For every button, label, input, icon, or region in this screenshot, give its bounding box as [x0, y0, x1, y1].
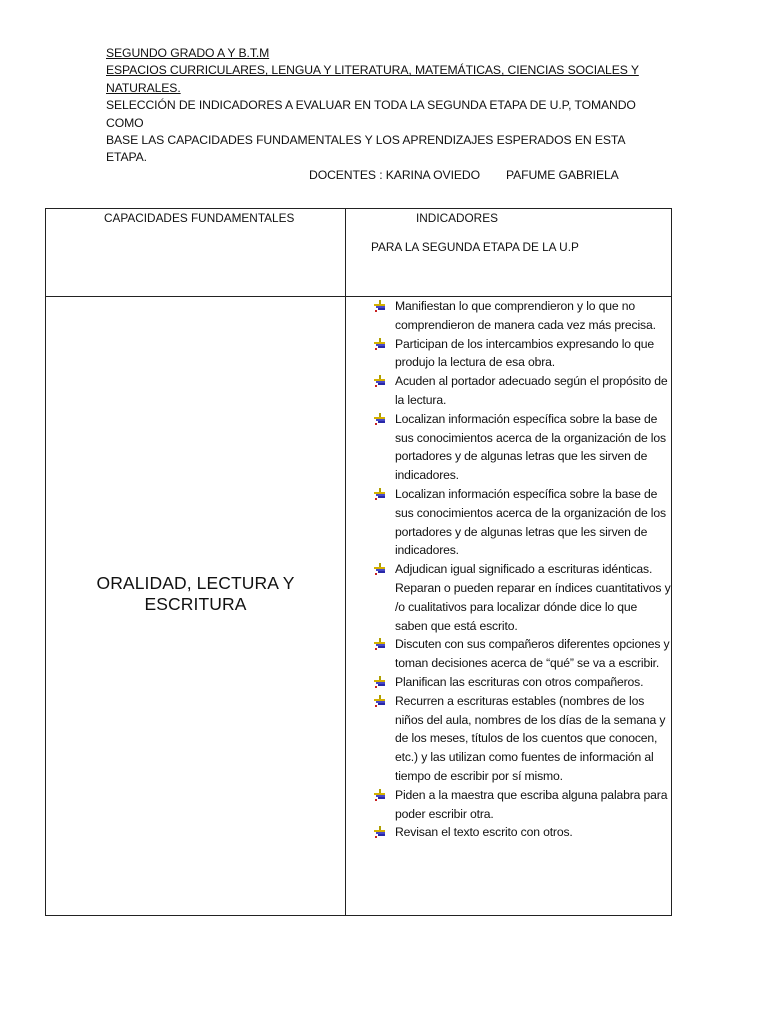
indicator-item — [370, 823, 671, 842]
indicators-table — [45, 208, 672, 916]
pushpin-bullet-icon — [373, 675, 387, 689]
pushpin-bullet-icon — [373, 694, 387, 708]
curricular-spaces-line: ESPACIOS CURRICULARES, LENGUA Y LITERATURA, MATEMÁTICAS, CIENCIAS SOCIALES Y — [106, 63, 639, 78]
selection-line-1: SELECCIÓN DE INDICADORES A EVALUAR EN TODA LA SEGUNDA ETAPA DE U.P, TOMANDO COMO — [106, 98, 636, 130]
indicator-text: Planifican las escrituras con otros compañeros. — [395, 674, 644, 689]
pushpin-bullet-icon — [373, 374, 387, 388]
grade-title: SEGUNDO GRADO A Y B.T.M — [106, 46, 270, 60]
indicator-text: Localizan información específica sobre la base de sus conocimientos acerca de la organización de los portadores y de algunas letras que les sirven de indicadores. — [395, 411, 666, 483]
curricular-spaces-line-2: NATURALES. — [106, 80, 181, 95]
indicator-text: Recurren a escrituras estables (nombres de los niños del aula, nombres de los días de la semana y de los meses, títulos de los cuentos que conocen, etc.) y las utilizan como fuentes de información al tiempo de escribir por sí mismo. — [395, 693, 666, 783]
indicator-item — [370, 786, 671, 824]
indicator-item — [370, 485, 671, 560]
pushpin-bullet-icon — [373, 412, 387, 426]
indicator-item — [370, 635, 671, 673]
indicator-text: Revisan el texto escrito con otros. — [395, 825, 573, 840]
indicators-header-cell — [346, 209, 672, 297]
indicator-text: Participan de los intercambios expresando lo que produjo la lectura de esa obra. — [395, 336, 655, 370]
pushpin-bullet-icon — [373, 487, 387, 501]
pushpin-bullet-icon — [373, 788, 387, 802]
indicator-text: Manifiestan lo que comprendieron y lo que no comprendieron de manera cada vez más precisa. — [395, 299, 656, 332]
teachers-label: DOCENTES : KARINA OVIEDO — [309, 167, 480, 182]
pushpin-bullet-icon — [373, 825, 387, 839]
indicator-item — [370, 560, 671, 635]
selection-line-2: BASE LAS CAPACIDADES FUNDAMENTALES Y LOS APRENDIZAJES ESPERADOS EN ESTA ETAPA. — [106, 133, 625, 165]
document-header — [106, 45, 666, 184]
pushpin-bullet-icon — [373, 637, 387, 651]
capacities-header-cell — [46, 209, 346, 297]
indicator-item — [370, 673, 671, 692]
pushpin-bullet-icon — [373, 562, 387, 576]
indicator-text: Adjudican igual significado a escrituras idénticas. Reparan o pueden reparar en índices cuantitativos y /o cualitativos para localizar dónde dice lo que saben que está escrito. — [395, 562, 671, 633]
indicator-item — [370, 692, 671, 786]
capacities-header: CAPACIDADES FUNDAMENTALES — [104, 211, 295, 225]
indicator-item — [370, 372, 671, 410]
area-cell — [46, 297, 346, 916]
indicators-list — [346, 297, 671, 842]
indicator-item — [370, 297, 671, 335]
pushpin-bullet-icon — [373, 337, 387, 351]
indicators-cell — [346, 297, 672, 916]
indicators-header: INDICADORES — [416, 211, 498, 225]
indicator-item — [370, 335, 671, 373]
indicator-item — [370, 410, 671, 485]
teachers-line — [106, 167, 666, 184]
teacher-2: PAFUME GABRIELA — [505, 167, 619, 182]
pushpin-bullet-icon — [373, 299, 387, 313]
indicator-text: Acuden al portador adecuado según el propósito de la lectura. — [395, 374, 668, 407]
indicator-text: Discuten con sus compañeros diferentes opciones y toman decisiones acerca de “qué” se va a escribir. — [395, 637, 670, 671]
table-body-row — [46, 297, 672, 916]
table-header-row — [46, 209, 672, 297]
indicator-text: Localizan información específica sobre la base de sus conocimientos acerca de la organización de los portadores y de algunas letras que les sirven de indicadores. — [395, 486, 666, 558]
indicators-subheader: PARA LA SEGUNDA ETAPA DE LA U.P — [371, 240, 579, 254]
indicator-text: Piden a la maestra que escriba alguna palabra para poder escribir otra. — [395, 787, 668, 821]
area-label: ORALIDAD, LECTURA Y ESCRITURA — [96, 573, 295, 614]
